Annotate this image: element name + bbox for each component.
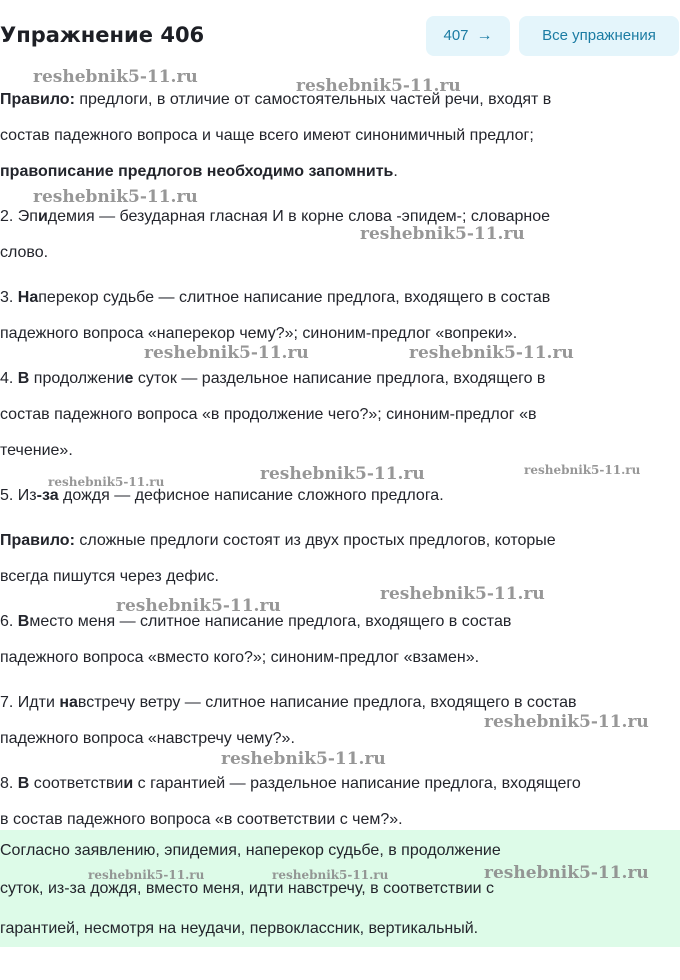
page-title: Упражнение 406 — [0, 23, 205, 47]
answer-line: суток, из-за дождя, вместо меня, идти навстречу, в соответствии с — [0, 880, 495, 897]
rule-label: Правило: — [0, 91, 75, 108]
watermark: reshebnik5-11.ru — [409, 343, 574, 363]
watermark: reshebnik5-11.ru — [221, 749, 386, 769]
rule-line: Правило: сложные предлоги состоят из двух простых предлогов, которые — [0, 532, 556, 549]
answer-box — [0, 830, 680, 947]
watermark: reshebnik5-11.ru — [48, 475, 165, 489]
next-exercise-label: 407 — [443, 27, 469, 44]
watermark: reshebnik5-11.ru — [296, 76, 461, 96]
answer-line: Согласно заявлению, эпидемия, наперекор судьбе, в продолжение — [0, 842, 501, 859]
next-exercise-button[interactable] — [426, 16, 510, 56]
all-exercises-button[interactable]: Все упражнения — [519, 16, 679, 56]
watermark: reshebnik5-11.ru — [33, 187, 198, 207]
list-item: течение». — [0, 442, 73, 459]
watermark: reshebnik5-11.ru — [260, 464, 425, 484]
list-item: 3. Наперекор судьбе — слитное написание предлога, входящего в состав — [0, 289, 551, 306]
rule-line: всегда пишутся через дефис. — [0, 568, 219, 585]
answer-line: гарантией, несмотря на неудачи, первоклассник, вертикальный. — [0, 920, 479, 937]
list-item: 7. Идти навстречу ветру — слитное написание предлога, входящего в состав — [0, 694, 577, 711]
watermark: reshebnik5-11.ru — [524, 463, 641, 477]
watermark: reshebnik5-11.ru — [380, 584, 545, 604]
rule-line: Правило: предлоги, в отличие от самостоятельных частей речи, входят в — [0, 91, 552, 108]
list-item: 5. Из-за дождя — дефисное написание сложного предлога. — [0, 487, 444, 504]
list-item: 4. В продолжение суток — раздельное написание предлога, входящего в — [0, 370, 546, 387]
watermark: reshebnik5-11.ru — [116, 596, 281, 616]
rule-label: Правило: — [0, 532, 75, 549]
list-item: слово. — [0, 244, 49, 261]
list-item: 2. Эпидемия — безударная гласная И в корне слова -эпидем-; словарное — [0, 208, 551, 225]
watermark: reshebnik5-11.ru — [88, 868, 205, 882]
list-item: падежного вопроса «наперекор чему?»; синоним-предлог «вопреки». — [0, 325, 518, 342]
exercise-header — [0, 14, 680, 58]
watermark: reshebnik5-11.ru — [484, 712, 649, 732]
watermark: reshebnik5-11.ru — [360, 224, 525, 244]
watermark: reshebnik5-11.ru — [33, 67, 198, 87]
list-item: 6. Вместо меня — слитное написание предлога, входящего в состав — [0, 613, 512, 630]
watermark: reshebnik5-11.ru — [272, 868, 389, 882]
list-item: падежного вопроса «навстречу чему?». — [0, 730, 295, 747]
watermark: reshebnik5-11.ru — [484, 863, 649, 883]
rule-line: состав падежного вопроса и чаще всего имеют синонимичный предлог; — [0, 127, 534, 144]
list-item: падежного вопроса «вместо кого?»; синоним-предлог «взамен». — [0, 649, 480, 666]
rule-line: правописание предлогов необходимо запомнить. — [0, 163, 398, 180]
list-item: 8. В соответствии с гарантией — раздельное написание предлога, входящего — [0, 775, 581, 792]
list-item: в состав падежного вопроса «в соответствии с чем?». — [0, 811, 403, 828]
list-item: состав падежного вопроса «в продолжение чего?»; синоним-предлог «в — [0, 406, 537, 423]
watermark: reshebnik5-11.ru — [144, 343, 309, 363]
arrow-right-icon: → — [476, 27, 493, 44]
